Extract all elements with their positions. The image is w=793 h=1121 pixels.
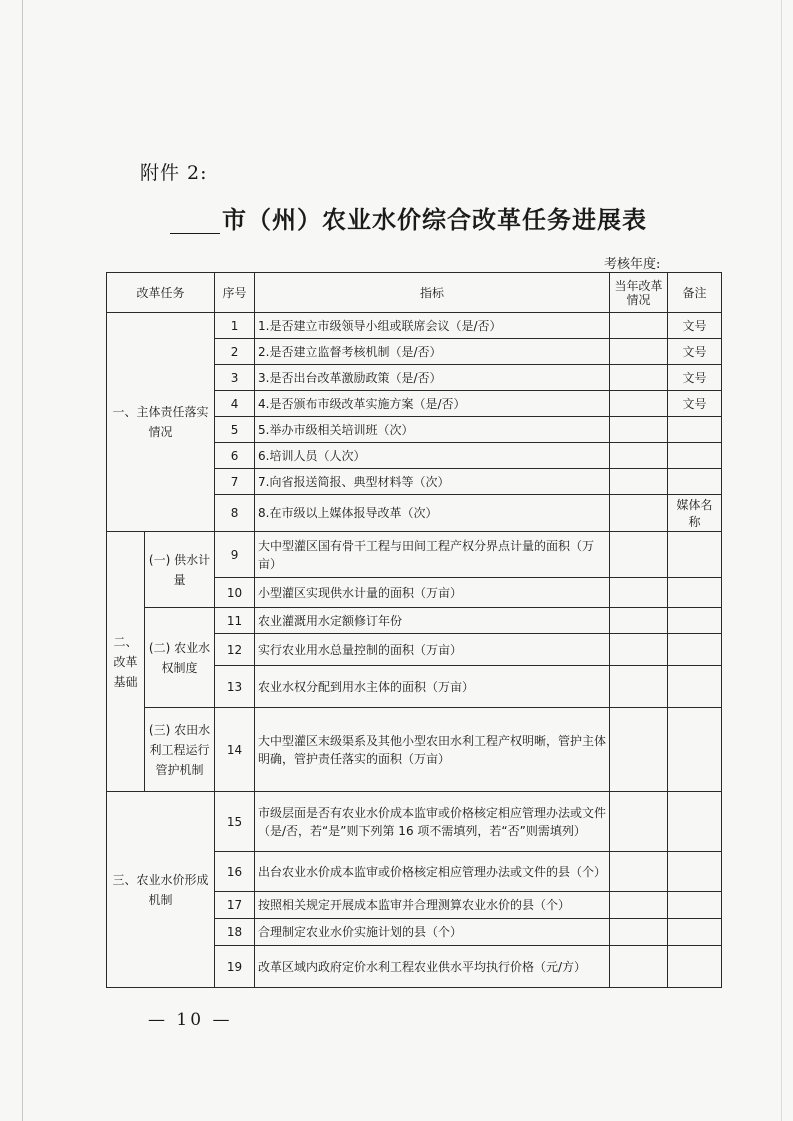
progress-table	[106, 272, 722, 988]
indicator-cell: 合理制定农业水价实施计划的县（个）	[255, 919, 610, 946]
remark-cell	[668, 443, 722, 469]
remark-cell	[668, 608, 722, 634]
row-number: 15	[215, 792, 255, 852]
indicator-cell: 改革区域内政府定价水利工程农业供水平均执行价格（元/方）	[255, 946, 610, 988]
indicator-cell: 市级层面是否有农业水价成本监审或价格核定相应管理办法或文件（是/否，若“是”则下列第 16 项不需填列，若“否”则需填列）	[255, 792, 610, 852]
remark-cell: 媒体名称	[668, 495, 722, 532]
indicator-cell: 8.在市级以上媒体报导改革（次）	[255, 495, 610, 532]
category-2-sub-2: (二) 农业水权制度	[145, 608, 215, 708]
remark-cell: 文号	[668, 391, 722, 417]
page-left-edge	[22, 0, 23, 1121]
indicator-cell: 出台农业水价成本监审或价格核定相应管理办法或文件的县（个）	[255, 852, 610, 892]
remark-cell	[668, 852, 722, 892]
row-number: 8	[215, 495, 255, 532]
page-number: — 10 —	[148, 1010, 233, 1030]
indicator-cell: 6.培训人员（人次）	[255, 443, 610, 469]
remark-cell	[668, 634, 722, 666]
status-cell[interactable]	[610, 495, 668, 532]
indicator-cell: 5.举办市级相关培训班（次）	[255, 417, 610, 443]
indicator-cell: 大中型灌区国有骨干工程与田间工程产权分界点计量的面积（万亩）	[255, 532, 610, 578]
status-cell[interactable]	[610, 417, 668, 443]
row-number: 13	[215, 666, 255, 708]
indicator-cell: 小型灌区实现供水计量的面积（万亩）	[255, 578, 610, 608]
row-number: 9	[215, 532, 255, 578]
status-cell[interactable]	[610, 365, 668, 391]
category-2-sub-1: (一) 供水计量	[145, 532, 215, 608]
row-number: 2	[215, 339, 255, 365]
category-2-sub-3: (三) 农田水利工程运行管护机制	[145, 708, 215, 792]
status-cell[interactable]	[610, 792, 668, 852]
category-2: 二、改革基础	[107, 532, 145, 792]
remark-cell	[668, 708, 722, 792]
table-row	[107, 313, 722, 339]
indicator-cell: 实行农业用水总量控制的面积（万亩）	[255, 634, 610, 666]
indicator-cell: 7.向省报送简报、典型材料等（次）	[255, 469, 610, 495]
status-cell[interactable]	[610, 919, 668, 946]
remark-cell: 文号	[668, 313, 722, 339]
remark-cell: 文号	[668, 339, 722, 365]
row-number: 7	[215, 469, 255, 495]
status-cell[interactable]	[610, 313, 668, 339]
category-1: 一、主体责任落实情况	[107, 313, 215, 532]
remark-cell	[668, 666, 722, 708]
remark-cell	[668, 946, 722, 988]
remark-cell	[668, 417, 722, 443]
indicator-cell: 2.是否建立监督考核机制（是/否）	[255, 339, 610, 365]
header-status: 当年改革情况	[610, 273, 668, 313]
indicator-cell: 1.是否建立市级领导小组或联席会议（是/否）	[255, 313, 610, 339]
status-cell[interactable]	[610, 666, 668, 708]
status-cell[interactable]	[610, 852, 668, 892]
remark-cell	[668, 532, 722, 578]
indicator-cell: 4.是否颁布市级改革实施方案（是/否）	[255, 391, 610, 417]
page-right-edge	[781, 0, 782, 1121]
row-number: 19	[215, 946, 255, 988]
status-cell[interactable]	[610, 578, 668, 608]
status-cell[interactable]	[610, 634, 668, 666]
row-number: 1	[215, 313, 255, 339]
header-task: 改革任务	[107, 273, 215, 313]
category-3: 三、农业水价形成机制	[107, 792, 215, 988]
row-number: 16	[215, 852, 255, 892]
row-number: 12	[215, 634, 255, 666]
status-cell[interactable]	[610, 946, 668, 988]
header-indicator: 指标	[255, 273, 610, 313]
status-cell[interactable]	[610, 892, 668, 919]
remark-cell	[668, 578, 722, 608]
row-number: 14	[215, 708, 255, 792]
status-cell[interactable]	[610, 339, 668, 365]
status-cell[interactable]	[610, 708, 668, 792]
row-number: 6	[215, 443, 255, 469]
indicator-cell: 3.是否出台改革激励政策（是/否）	[255, 365, 610, 391]
indicator-cell: 按照相关规定开展成本监审并合理测算农业水价的县（个）	[255, 892, 610, 919]
table-row	[107, 532, 722, 578]
page-title: 市（州）农业水价综合改革任务进展表	[222, 205, 647, 234]
status-cell[interactable]	[610, 532, 668, 578]
status-cell[interactable]	[610, 443, 668, 469]
remark-cell	[668, 919, 722, 946]
row-number: 10	[215, 578, 255, 608]
header-row	[107, 273, 722, 313]
header-seq: 序号	[215, 273, 255, 313]
indicator-cell: 大中型灌区末级渠系及其他小型农田水利工程产权明晰，管护主体明确，管护责任落实的面积（万亩）	[255, 708, 610, 792]
row-number: 17	[215, 892, 255, 919]
table-row	[107, 792, 722, 852]
table-row	[107, 708, 722, 792]
title-block	[170, 200, 710, 240]
title-blank-line	[170, 233, 220, 234]
remark-cell	[668, 469, 722, 495]
row-number: 11	[215, 608, 255, 634]
remark-cell	[668, 892, 722, 919]
status-cell[interactable]	[610, 469, 668, 495]
attachment-label: 附件 2:	[140, 162, 208, 184]
indicator-cell: 农业灌溉用水定额修订年份	[255, 608, 610, 634]
remark-cell	[668, 792, 722, 852]
row-number: 4	[215, 391, 255, 417]
status-cell[interactable]	[610, 608, 668, 634]
assessment-year-label: 考核年度:	[604, 257, 661, 272]
remark-cell: 文号	[668, 365, 722, 391]
row-number: 18	[215, 919, 255, 946]
row-number: 5	[215, 417, 255, 443]
indicator-cell: 农业水权分配到用水主体的面积（万亩）	[255, 666, 610, 708]
status-cell[interactable]	[610, 391, 668, 417]
header-remark: 备注	[668, 273, 722, 313]
table-row	[107, 608, 722, 634]
row-number: 3	[215, 365, 255, 391]
